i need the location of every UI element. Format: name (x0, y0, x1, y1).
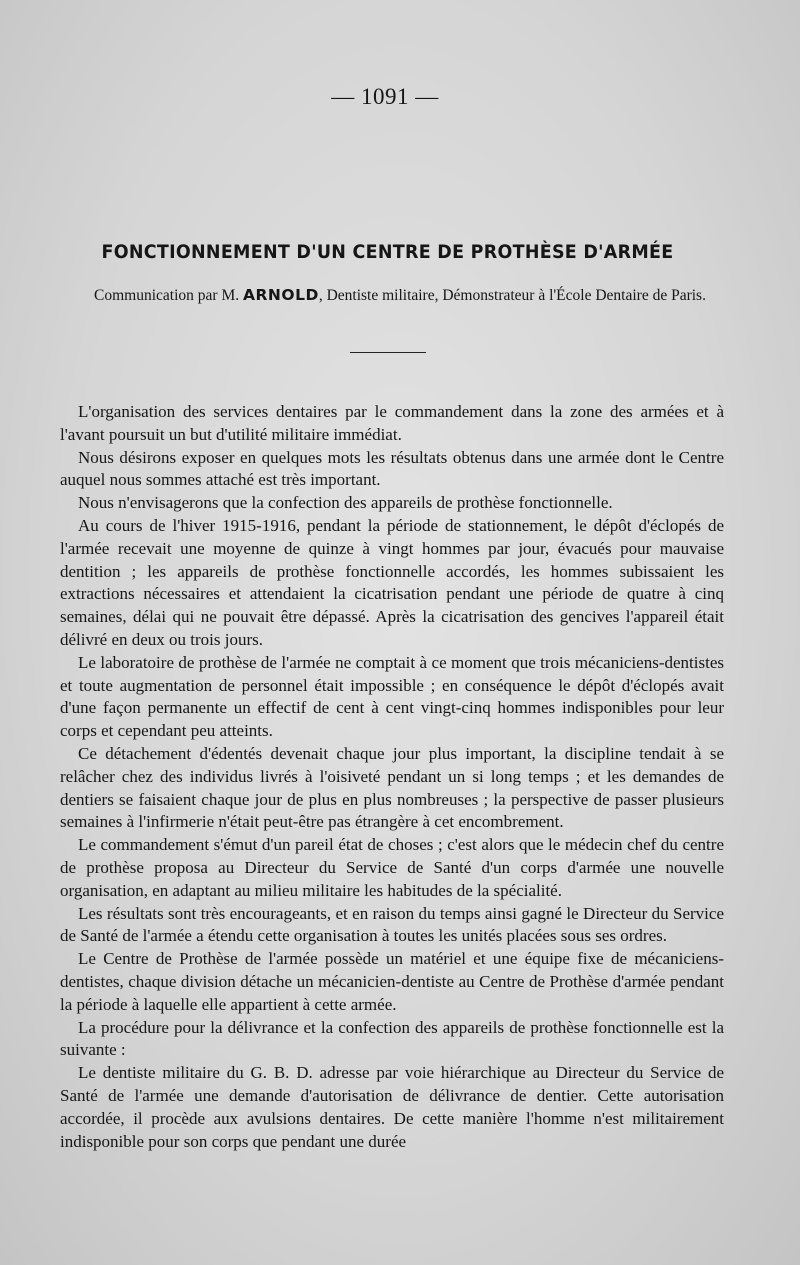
paragraph: Le Centre de Prothèse de l'armée possède un matériel et une équipe fixe de mécaniciens-dentistes, chaque division détache un mécanicien-dentiste au Centre de Prothèse d'armée pendant la période à laquelle elle appartient à cette armée. (60, 949, 724, 1014)
byline (60, 285, 740, 306)
paragraph: Le dentiste militaire du G. B. D. adresse par voie hiérarchique au Directeur du Service de Santé de l'armée une demande d'autorisation de délivrance de dentier. Cette autorisation accordée, il procède aux avulsions dentaires. De cette manière l'homme n'est militairement indisponible pour son corps que pendant une durée (60, 1063, 724, 1151)
page-number: — 1091 — (331, 84, 439, 109)
paragraph: Les résultats sont très encourageants, et en raison du temps ainsi gagné le Directeur du Service de Santé de l'armée a étendu cette organisation à toutes les unités placées sous ses ordres. (60, 903, 724, 946)
paragraph: L'organisation des services dentaires par le commandement dans la zone des armées et à l'avant poursuit un but d'utilité militaire immédiat. (60, 402, 724, 444)
paragraph: Au cours de l'hiver 1915-1916, pendant la période de stationnement, le dépôt d'éclopés de l'armée recevait une moyenne de quinze à vingt hommes par jour, évacués pour mauvaise dentition ; les appareils de prothèse fonctionnelle accordés, les hommes subissaient les extractions nécessaires et attendaient la cicatrisation pendant une période de quatre à cinq semaines, délai qui ne pouvait être dépassé. Après la cicatrisation des gencives l'appareil était délivré en deux ou trois jours. (60, 515, 724, 649)
paragraph: Ce détachement d'édentés devenait chaque jour plus important, la discipline tendait à se relâcher chez des individus livrés à l'oisiveté pendant un si long temps ; et les demandes de dentiers se faisaient chaque jour de plus en plus nombreuses ; la perspective de passer plusieurs semaines à l'infirmerie n'était peut-être pas étrangère à cet encombrement. (60, 743, 724, 832)
paragraph: La procédure pour la délivrance et la confection des appareils de prothèse fonctionnelle est la suivante : (60, 1017, 724, 1060)
paragraph: Nous n'envisagerons que la confection des appareils de prothèse fonctionnelle. (78, 493, 613, 513)
author-name: ARNOLD (242, 286, 319, 304)
article-body (60, 401, 724, 1153)
paragraph: Nous désirons exposer en quelques mots les résultats obtenus dans une armée dont le Centre auquel nous sommes attaché est très important. (60, 447, 724, 490)
separator-rule (350, 352, 426, 353)
byline-suffix: , Dentiste militaire, Démonstrateur à l'École Dentaire de Paris. (318, 287, 706, 304)
paragraph: Le commandement s'émut d'un pareil état de choses ; c'est alors que le médecin chef du centre de prothèse proposa au Directeur du Service de Santé d'un corps d'armée une nouvelle organisation, en adaptant au milieu militaire les habitudes de la spécialité. (60, 835, 724, 900)
article-title: FONCTIONNEMENT D'UN CENTRE DE PROTHÈSE D'ARMÉE (101, 241, 674, 263)
paragraph: Le laboratoire de prothèse de l'armée ne comptait à ce moment que trois mécaniciens-dentistes et toute augmentation de personnel était impossible ; en conséquence le dépôt d'éclopés avait d'une façon permanente un effectif de cent à cent vingt-cinq hommes indisponibles pour leur corps et cependant peu atteints. (60, 652, 724, 741)
byline-prefix: Communication par M. (94, 287, 240, 304)
